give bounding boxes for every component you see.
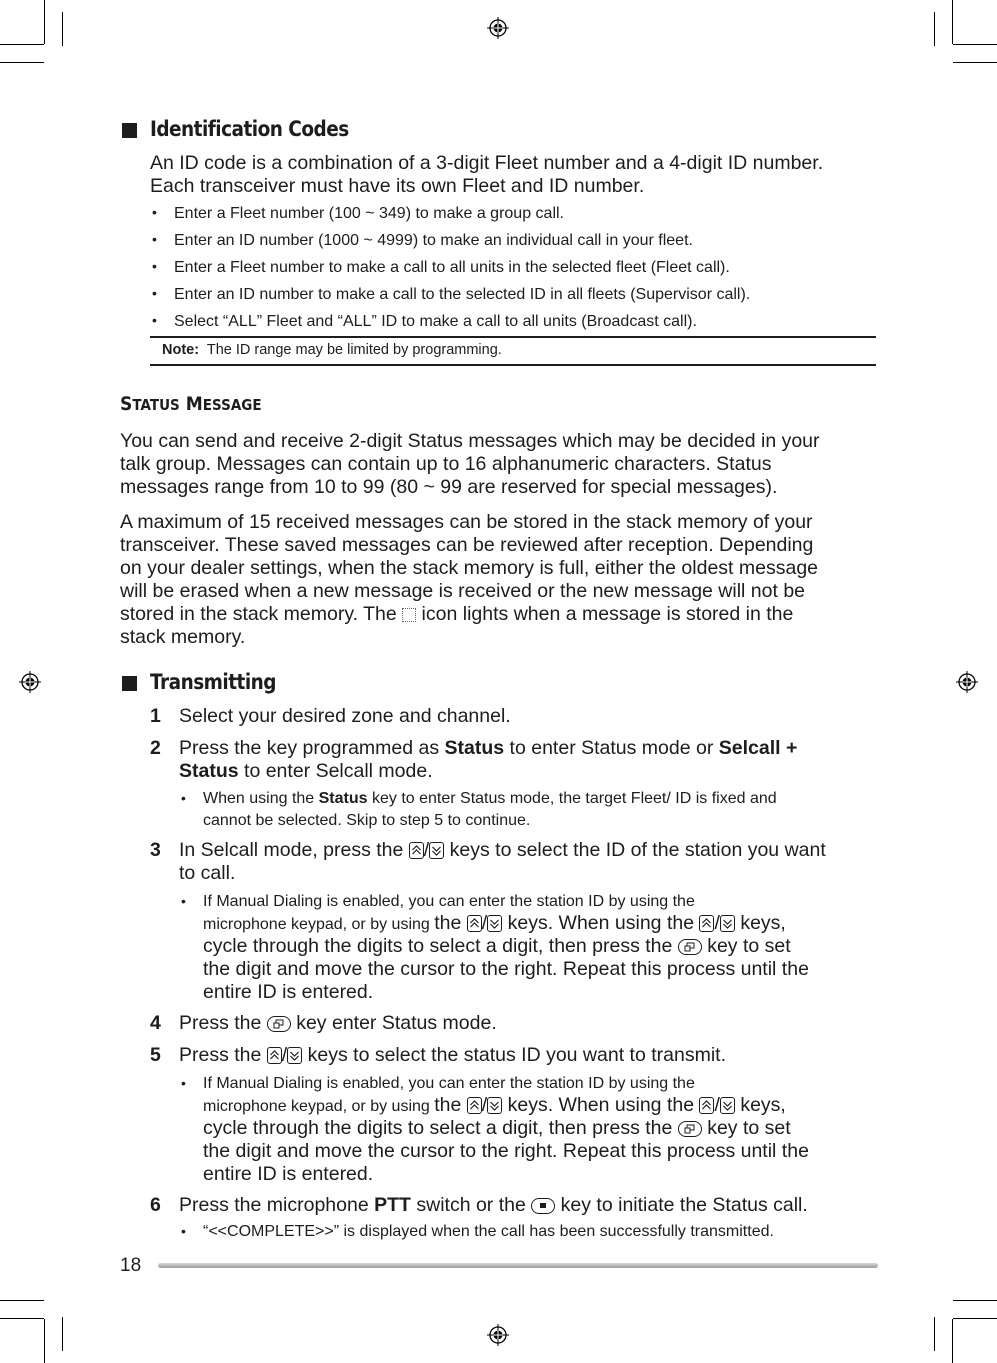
list-item: cycle through the digits to select a digit, then press the key to set: [203, 1117, 791, 1139]
registration-mark-icon: [956, 671, 978, 693]
list-item: Select “ALL” Fleet and “ALL” ID to make a call to all units (Broadcast call).: [174, 313, 697, 330]
step-text: Select your desired zone and channel.: [179, 705, 511, 727]
paragraph-line: stack memory.: [120, 626, 246, 648]
crop-mark: [0, 1300, 44, 1301]
bullet-icon: •: [181, 1075, 186, 1091]
crop-mark: [62, 12, 63, 46]
list-item: cycle through the digits to select a digit, then press the key to set: [203, 935, 791, 957]
list-item: If Manual Dialing is enabled, you can enter the station ID by using the: [203, 1075, 695, 1092]
note: [162, 342, 502, 358]
heading-square-icon: [122, 123, 137, 138]
crop-mark: [952, 0, 953, 44]
bullet-icon: •: [152, 204, 157, 220]
step-text: Press the / keys to select the status ID you want to transmit.: [179, 1044, 726, 1066]
bullet-icon: •: [181, 893, 186, 909]
page-number: 18: [120, 1255, 142, 1276]
step-number: 2: [150, 737, 161, 759]
note-label: Note:: [162, 342, 200, 358]
crop-mark: [953, 44, 997, 45]
list-item: microphone keypad, or by using the / keys. When using the / keys,: [203, 1094, 786, 1116]
step-text: Press the key programmed as Status to enter Status mode or Selcall +: [179, 737, 798, 759]
step-text: Press the microphone PTT switch or the key to initiate the Status call.: [179, 1194, 808, 1216]
list-item: When using the Status key to enter Status mode, the target Fleet/ ID is fixed and: [203, 790, 777, 807]
list-item: If Manual Dialing is enabled, you can enter the station ID by using the: [203, 893, 695, 910]
list-item: entire ID is entered.: [203, 1163, 374, 1185]
registration-mark-icon: [487, 17, 509, 39]
crop-mark: [44, 0, 45, 44]
list-item: microphone keypad, or by using the / keys. When using the / keys,: [203, 912, 786, 934]
list-item: Enter an ID number to make a call to the selected ID in all fleets (Supervisor call).: [174, 286, 751, 303]
down-key-icon: [487, 1097, 502, 1114]
bullet-icon: •: [152, 258, 157, 274]
transmitting-title: Transmitting: [150, 670, 276, 694]
list-item: Enter a Fleet number (100 ~ 349) to make a group call.: [174, 205, 564, 222]
status-message-heading: STATUS MESSAGE: [120, 393, 262, 415]
step-number: 4: [150, 1012, 161, 1034]
ptt-key-icon: [531, 1198, 555, 1214]
up-key-icon: [699, 915, 714, 932]
crop-mark: [934, 1317, 935, 1351]
crop-mark: [0, 62, 44, 63]
bullet-icon: •: [152, 285, 157, 301]
bullet-icon: •: [152, 312, 157, 328]
crop-mark: [934, 12, 935, 46]
down-key-icon: [487, 915, 502, 932]
paragraph-line: You can send and receive 2-digit Status messages which may be decided in your: [120, 430, 820, 452]
bullet-icon: •: [181, 790, 186, 806]
enter-key-icon: [678, 939, 702, 955]
down-key-icon: [720, 915, 735, 932]
paragraph-line: will be erased when a new message is received or the new message will not be: [120, 580, 806, 602]
enter-key-icon: [678, 1121, 702, 1137]
list-item: entire ID is entered.: [203, 981, 374, 1003]
intro-line: Each transceiver must have its own Fleet and ID number.: [150, 175, 645, 197]
list-item: the digit and move the cursor to the right. Repeat this process until the: [203, 1140, 809, 1162]
registration-mark-icon: [487, 1324, 509, 1346]
up-key-icon: [699, 1097, 714, 1114]
note-text: The ID range may be limited by programming.: [206, 342, 502, 358]
heading-square-icon: [122, 676, 137, 691]
note-top-rule: [150, 336, 876, 338]
step-text: to call.: [179, 862, 236, 884]
crop-mark: [953, 62, 997, 63]
list-item: cannot be selected. Skip to step 5 to continue.: [203, 812, 531, 829]
list-item: Enter a Fleet number to make a call to all units in the selected fleet (Fleet call).: [174, 259, 730, 276]
step-text: In Selcall mode, press the / keys to select the ID of the station you want: [179, 839, 826, 861]
intro-line: An ID code is a combination of a 3-digit Fleet number and a 4-digit ID number.: [150, 152, 824, 174]
list-item: the digit and move the cursor to the right. Repeat this process until the: [203, 958, 809, 980]
paragraph-line: A maximum of 15 received messages can be stored in the stack memory of your: [120, 511, 813, 533]
list-item: “<<COMPLETE>>” is displayed when the call has been successfully transmitted.: [203, 1223, 774, 1240]
section-title: Identification Codes: [150, 117, 349, 141]
crop-mark: [953, 1300, 997, 1301]
registration-mark-icon: [19, 671, 41, 693]
up-key-icon: [267, 1047, 282, 1064]
bullet-icon: •: [152, 231, 157, 247]
up-key-icon: [467, 915, 482, 932]
down-key-icon: [287, 1047, 302, 1064]
paragraph-line: on your dealer settings, when the stack memory is full, either the oldest message: [120, 557, 819, 579]
up-key-icon: [409, 842, 424, 859]
footer-bar: [158, 1263, 878, 1268]
up-key-icon: [467, 1097, 482, 1114]
step-number: 1: [150, 705, 161, 727]
step-text: Press the key enter Status mode.: [179, 1012, 497, 1034]
step-number: 5: [150, 1044, 161, 1066]
paragraph-line: stored in the stack memory. The icon lights when a message is stored in the: [120, 603, 794, 625]
paragraph-line: talk group. Messages can contain up to 16 alphanumeric characters. Status: [120, 453, 772, 475]
bullet-icon: •: [181, 1223, 186, 1239]
down-key-icon: [429, 842, 444, 859]
paragraph-line: messages range from 10 to 99 (80 ~ 99 are reserved for special messages).: [120, 476, 778, 498]
note-bottom-rule: [150, 364, 876, 366]
crop-mark: [953, 1318, 997, 1319]
crop-mark: [952, 1319, 953, 1363]
crop-mark: [0, 1318, 44, 1319]
enter-key-icon: [267, 1016, 291, 1032]
step-number: 3: [150, 839, 161, 861]
crop-mark: [0, 44, 44, 45]
list-item: Enter an ID number (1000 ~ 4999) to make an individual call in your fleet.: [174, 232, 693, 249]
step-number: 6: [150, 1194, 161, 1216]
message-stack-icon: [402, 608, 416, 622]
paragraph-line: transceiver. These saved messages can be reviewed after reception. Depending: [120, 534, 814, 556]
crop-mark: [62, 1317, 63, 1351]
step-text: Status to enter Selcall mode.: [179, 760, 433, 782]
crop-mark: [44, 1319, 45, 1363]
down-key-icon: [720, 1097, 735, 1114]
